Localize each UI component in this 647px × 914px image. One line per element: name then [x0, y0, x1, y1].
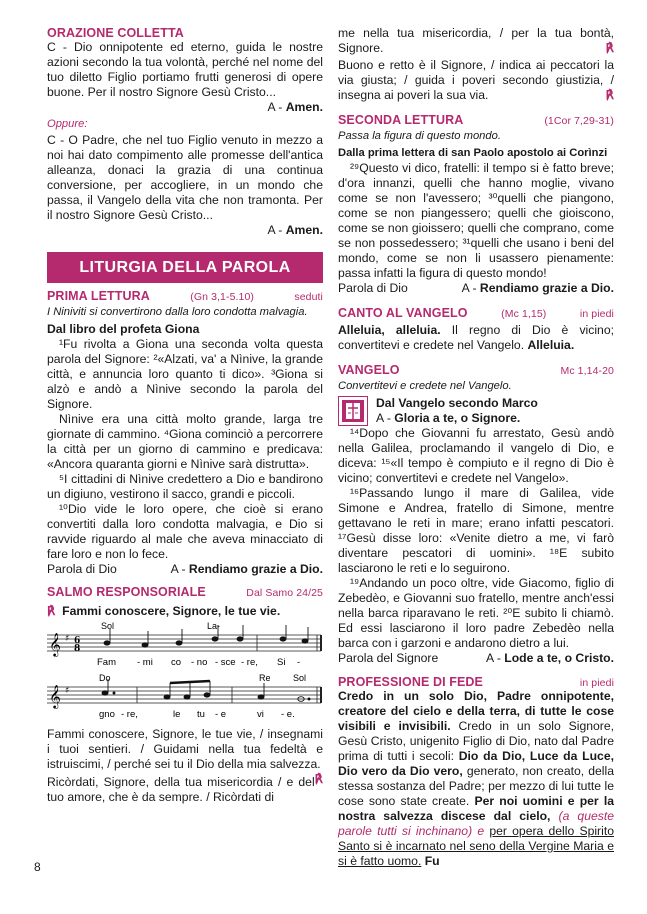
staff-2-syllable: - e	[215, 709, 227, 720]
prima-lettura-posture: seduti	[294, 291, 323, 303]
prima-lettura-source: Dal libro del profeta Giona	[47, 322, 200, 336]
staff-2-chord: Do	[99, 673, 111, 683]
canto-posture: in piedi	[579, 308, 614, 320]
vangelo-source: Dal Vangelo secondo Marco	[376, 396, 538, 410]
staff-1-syllable: - no	[191, 657, 208, 668]
seconda-lettura-subtitle: Passa la figura di questo mondo.	[338, 130, 501, 142]
prima-lettura-subtitle: I Niniviti si convertirono dalla loro condotta malvagia.	[47, 306, 308, 318]
salmo-verse-1: Fammi conoscere, Signore, le tue vie, / insegnami i tuoi sentieri. / Guidami nella tua fedeltà e istruiscimi, / perché sei tu il Dio della mia salvezza. ℟	[47, 727, 323, 786]
staff-1-syllable: -	[297, 657, 301, 668]
seconda-lettura-p1: ²⁹Questo vi dico, fratelli: il tempo si è fatto breve; d'ora innanzi, quelli che hanno moglie, vivano come se non l'avessero; ³⁰quelli che piangono, come se non piangessero; quelli che gioiscono, come se non gioissero; quelli che comprano, come se non possedessero; ³¹quelli che usano i beni del mondo, come se non li usassero pienamente: passa infatti la figura di questo mondo!	[338, 161, 614, 280]
seconda-lettura-close: Parola di Dio A - Rendiamo grazie a Dio.	[338, 281, 614, 295]
canto-text: Alleluia, alleluia. Il regno di Dio è vicino; convertitevi e credete nel Vangelo. Alleluia.	[338, 323, 615, 352]
staff-1-syllable: co	[171, 657, 182, 668]
evangelist-book-icon	[338, 396, 368, 426]
vangelo-ref: Mc 1,14-20	[560, 365, 614, 377]
colletta-text-2: C - O Padre, che nel tuo Figlio venuto in mezzo a noi hai dato compimento alle promesse dell'antica alleanza, donaci la grazia di una continua conversione, per accogliere, in un mondo che passa, il Vangelo della vita che non tramonta. Per il nostro Signore Gesù Cristo...	[47, 133, 323, 222]
fede-posture: in piedi	[579, 677, 614, 689]
staff-2-syllable: tu	[197, 709, 205, 720]
staff-1-syllable: - mi	[137, 657, 153, 668]
prima-lettura-close: Parola di Dio A - Rendiamo grazie a Dio.	[47, 562, 323, 576]
svg-text:8: 8	[74, 644, 81, 654]
svg-text:♯: ♯	[65, 634, 70, 644]
colletta-amen-1: A - Amen.	[267, 100, 323, 114]
salmo-verse-2a: Ricòrdati, Signore, della tua misericordia / e del tuo amore, che è da sempre. / Ricòrdati di	[47, 775, 315, 804]
staff-1-chord: La-	[207, 621, 221, 631]
staff-1-syllable: - sce	[215, 657, 236, 668]
vangelo-p2: ¹⁶Passando lungo il mare di Galilea, vide Simone e Andrea, fratello di Simone, mentre gettavano le reti in mare; erano infatti pescatori. ¹⁷Gesù disse loro: «Venite dietro a me, vi farò diventare pescatori di uomini». ¹⁸E subito lasciarono le reti e lo seguirono.	[338, 486, 614, 575]
vangelo-p3: ¹⁹Andando un poco oltre, vide Giacomo, figlio di Zebedèo, e Giovanni suo fratello, mentre anch'essi nella barca riparavano le reti. ²⁰E subito li chiamò. Ed essi lasciarono il loro padre Zebedèo nella barca con i garzoni e andarono dietro a lui.	[338, 576, 614, 650]
staff-2-syllable: vi	[257, 709, 264, 720]
svg-text:𝄞: 𝄞	[49, 684, 61, 708]
svg-text:6: 6	[74, 636, 81, 646]
staff-2-syllable: gno	[99, 709, 115, 720]
fede-heading: PROFESSIONE DI FEDE in piedi	[338, 675, 614, 689]
oppure-label: Oppure:	[47, 118, 88, 130]
music-staff-1	[47, 621, 323, 669]
prima-lettura-p2: Nìnive era una città molto grande, larga tre giornate di cammino. ⁴Giona cominciò a percorrere la città per un giorno di cammino e predicava: «Ancora quaranta giorni e Nìnive sarà distrutta».	[47, 412, 323, 471]
staff-1-syllable: Si	[277, 657, 286, 668]
vangelo-heading: VANGELO Mc 1,14-20	[338, 363, 614, 377]
staff-2-notation	[47, 673, 323, 721]
vangelo-close: Parola del Signore A - Lode a te, o Cristo.	[338, 651, 614, 665]
salmo-refrain: ℟ Fammi conoscere, Signore, le tue vie.	[47, 604, 281, 618]
colletta-heading: ORAZIONE COLLETTA	[47, 26, 184, 40]
staff-1-notation	[47, 621, 323, 669]
seconda-lettura-heading: SECONDA LETTURA (1Cor 7,29-31)	[338, 113, 614, 127]
salmo-heading: SALMO RESPONSORIALE Dal Samo 24/25	[47, 585, 323, 599]
staff-2-syllable: - re,	[121, 709, 138, 720]
vangelo-source-block	[338, 396, 614, 426]
staff-2-syllable: le	[173, 709, 181, 720]
prima-lettura-p4: ¹⁰Dio vide le loro opere, che cioè si erano convertiti dalla loro condotta malvagia, e Dio si ravvide riguardo al male che aveva minacciato di fare loro e non lo fece.	[47, 502, 323, 561]
salmo-verse-2b: me nella tua misericordia, / per la tua bontà, Signore. ℟	[338, 26, 614, 55]
prima-lettura-p3: ⁵I cittadini di Nìnive credettero a Dio e bandirono un digiuno, vestirono il sacco, grandi e piccoli.	[47, 472, 323, 501]
canto-ref: (Mc 1,15)	[501, 308, 547, 320]
music-staff-2	[47, 673, 323, 721]
staff-1-chord: Sol	[101, 621, 115, 631]
svg-text:♯: ♯	[65, 686, 70, 696]
colletta-text-1: C - Dio onnipotente ed eterno, guida le nostre azioni secondo la tua volontà, perché nel nome del tuo diletto Figlio portiamo frutti generosi di opere buone. Per il nostro Signore Gesù Cristo...	[47, 40, 323, 99]
salmo-verse-3: Buono e retto è il Signore, / indica ai peccatori la via giusta; / guida i poveri secondo giustizia, / insegna ai poveri la sua via. ℟	[338, 58, 614, 102]
seconda-lettura-source: Dalla prima lettera di san Paolo apostolo ai Corìnzi	[338, 147, 608, 159]
vangelo-p1: ¹⁴Dopo che Giovanni fu arrestato, Gesù andò nella Galilea, proclamando il vangelo di Dio, e diceva: ¹⁵«Il tempo è compiuto e il regno di Dio è vicino; convertitevi e credete nel Vangelo».	[338, 426, 614, 485]
salmo-ref: Dal Samo 24/25	[246, 587, 323, 599]
staff-2-syllable: - e.	[281, 709, 295, 720]
vangelo-subtitle: Convertitevi e credete nel Vangelo.	[338, 380, 512, 392]
prima-lettura-heading: PRIMA LETTURA (Gn 3,1-5.10) seduti	[47, 289, 323, 303]
canto-heading: CANTO AL VANGELO (Mc 1,15) in piedi	[338, 306, 614, 320]
left-column	[47, 26, 323, 805]
svg-text:𝄞: 𝄞	[49, 632, 61, 656]
colletta-amen-2: A - Amen.	[267, 223, 323, 237]
staff-1-syllable: Fam	[97, 657, 116, 668]
prima-lettura-ref: (Gn 3,1-5.10)	[190, 291, 255, 303]
right-column	[338, 26, 614, 869]
vangelo-response: A - Gloria a te, o Signore.	[376, 411, 521, 425]
staff-1-syllable: - re,	[241, 657, 258, 668]
liturgia-banner: LITURGIA DELLA PAROLA	[47, 252, 323, 283]
seconda-lettura-ref: (1Cor 7,29-31)	[544, 115, 614, 127]
prima-lettura-p1: ¹Fu rivolta a Giona una seconda volta questa parola del Signore: ²«Alzati, va' a Nìnive, la grande città, e annuncia loro quanto ti dico». ³Giona si alzò e andò a Nìnive secondo la parola del Signore.	[47, 337, 323, 411]
staff-2-chord: Re	[259, 673, 271, 683]
fede-text: Credo in un solo Dio, Padre onnipotente, creatore del cielo e della terra, di tutte le cose visibili e invisibili. Credo in un solo Signore, Gesù Cristo, unigenito Figlio di Dio, nato dal Padre prima di tutti i secoli: Dio da Dio, Luce da Luce, Dio vero da Dio vero, generato, non creato, della stessa sostanza del Padre; per mezzo di lui tutte le cose sono state create. Per noi uomini e per la nostra salvezza discese dal cielo, (a queste parole tutti si inchinano) e per opera dello Spirito Santo si è incarnato nel seno della Vergine Maria e si è fatto uomo. Fu	[338, 689, 615, 868]
page-number: 8	[34, 860, 41, 874]
staff-2-chord: Sol	[293, 673, 307, 683]
